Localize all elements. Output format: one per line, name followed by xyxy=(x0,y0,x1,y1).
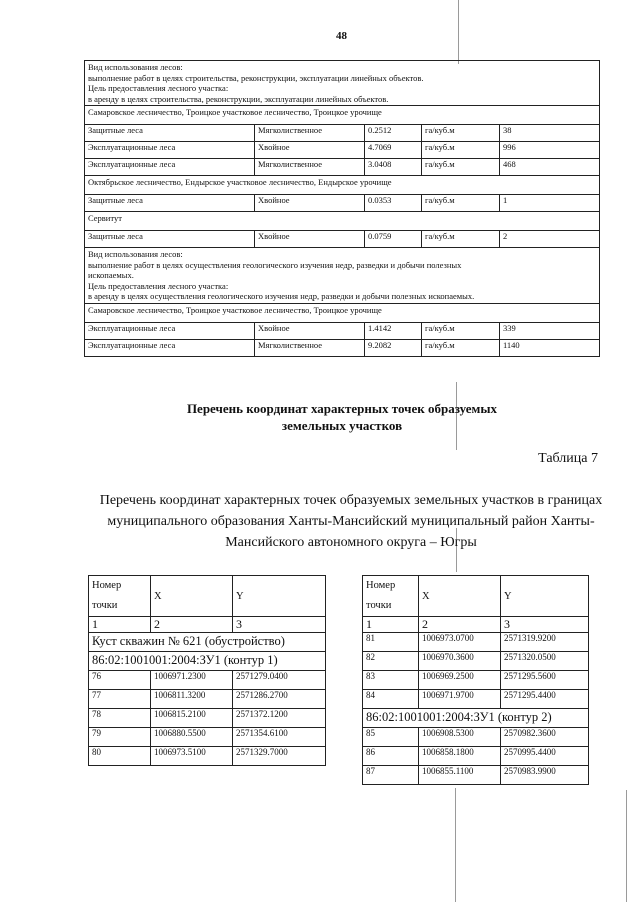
table-cell: 80 xyxy=(89,747,151,766)
table-cell: 2 xyxy=(500,231,600,248)
table-cell: 81 xyxy=(363,633,419,652)
table-cell: Мягколиственное xyxy=(255,339,365,356)
column-number: 3 xyxy=(501,617,589,633)
text-line: в аренду в целях осуществления геологического изучения недр, разведки и добычи полезных ископаемых. xyxy=(88,291,475,301)
table-row xyxy=(363,766,589,785)
group-row xyxy=(89,652,326,671)
table-cell: 2570982.3600 xyxy=(501,728,589,747)
table-cell: 1006815.2100 xyxy=(151,709,233,728)
table-row xyxy=(85,176,600,195)
table-cell: 1006973.0700 xyxy=(419,633,501,652)
y-header: Y xyxy=(501,576,589,617)
table-cell: 1006971.9700 xyxy=(419,690,501,709)
table-row xyxy=(85,248,600,304)
table-row xyxy=(363,671,589,690)
table-cell: Хвойное xyxy=(255,231,365,248)
table-cell: Эксплуатационные леса xyxy=(85,142,255,159)
table-row xyxy=(85,61,600,106)
table-row xyxy=(85,159,600,176)
section-title-line: Перечень координат характерных точек образуемых xyxy=(186,401,498,416)
group-label: Куст скважин № 621 (обустройство) xyxy=(89,633,326,652)
table-cell: 2571286.2700 xyxy=(233,690,326,709)
table-cell: 1006973.5100 xyxy=(151,747,233,766)
text-cell xyxy=(85,212,600,231)
table-cell: Мягколиственное xyxy=(255,125,365,142)
table-cell: га/куб.м xyxy=(422,159,500,176)
table-cell: 1006908.5300 xyxy=(419,728,501,747)
text-cell xyxy=(85,248,600,304)
table-cell: 0.0353 xyxy=(365,195,422,212)
table-row xyxy=(85,125,600,142)
table-cell: 86 xyxy=(363,747,419,766)
column-number: 1 xyxy=(363,617,419,633)
table-cell: 87 xyxy=(363,766,419,785)
header-label: точки xyxy=(92,600,118,611)
scan-artifact-line xyxy=(455,788,456,902)
table-cell: га/куб.м xyxy=(422,339,500,356)
column-number: 3 xyxy=(233,617,326,633)
table-cell: 82 xyxy=(363,652,419,671)
table-row xyxy=(363,652,589,671)
table-row xyxy=(363,747,589,766)
group-label: 86:02:1001001:2004:ЗУ1 (контур 1) xyxy=(89,652,326,671)
table-row xyxy=(363,633,589,652)
table-cell: 2570983.9900 xyxy=(501,766,589,785)
table-cell: 84 xyxy=(363,690,419,709)
table-cell: 85 xyxy=(363,728,419,747)
table-cell: 79 xyxy=(89,728,151,747)
text-line: Цель предоставления лесного участка: xyxy=(88,83,229,93)
text-line: Вид использования лесов: xyxy=(88,249,183,259)
table-cell: га/куб.м xyxy=(422,231,500,248)
table-cell: 9.2082 xyxy=(365,339,422,356)
page-number: 48 xyxy=(336,30,347,42)
table-cell: 1 xyxy=(500,195,600,212)
table-row xyxy=(85,339,600,356)
table-cell: Защитные леса xyxy=(85,195,255,212)
table-cell: 1006969.2500 xyxy=(419,671,501,690)
text-line: Вид использования лесов: xyxy=(88,62,183,72)
table-cell: 4.7069 xyxy=(365,142,422,159)
table-cell: 0.0759 xyxy=(365,231,422,248)
text-line: в аренду в целях строительства, реконструкции, эксплуатации линейных объектов. xyxy=(88,93,389,104)
table-number: Таблица 7 xyxy=(538,451,598,466)
table-cell: 1006858.1800 xyxy=(419,747,501,766)
table-cell: Защитные леса xyxy=(85,125,255,142)
column-number: 1 xyxy=(89,617,151,633)
header-label: точки xyxy=(366,600,392,611)
table-cell: 1006971.2300 xyxy=(151,671,233,690)
table-cell: 339 xyxy=(500,322,600,339)
table-row xyxy=(89,747,326,766)
text-cell xyxy=(85,303,600,322)
table-cell: Мягколиственное xyxy=(255,159,365,176)
column-number-row xyxy=(89,617,326,633)
table-cell: 76 xyxy=(89,671,151,690)
table-cell: 468 xyxy=(500,159,600,176)
table-cell: 2570995.4400 xyxy=(501,747,589,766)
table-row xyxy=(85,142,600,159)
coordinates-table-right xyxy=(362,575,589,785)
text-line: ископаемых. xyxy=(88,270,134,280)
table-cell: га/куб.м xyxy=(422,142,500,159)
table-row xyxy=(85,322,600,339)
text-line: Цель предоставления лесного участка: xyxy=(88,280,229,291)
header-label: Номер xyxy=(366,580,396,591)
table-row xyxy=(85,195,600,212)
group-label: 86:02:1001001:2004:ЗУ1 (контур 2) xyxy=(363,709,589,728)
text-line: выполнение работ в целях осуществления геологического изучения недр, разведки и добычи полезных xyxy=(88,259,462,270)
text-cell xyxy=(85,106,600,125)
x-header: X xyxy=(419,576,501,617)
group-row xyxy=(89,633,326,652)
table-cell: 2571295.5600 xyxy=(501,671,589,690)
table-cell: 2571320.0500 xyxy=(501,652,589,671)
table-cell: Хвойное xyxy=(255,195,365,212)
section-title-line: земельных участков xyxy=(281,418,403,433)
table-cell: Эксплуатационные леса xyxy=(85,159,255,176)
table-row xyxy=(363,728,589,747)
column-number: 2 xyxy=(419,617,501,633)
text-line: Сервитут xyxy=(88,213,122,223)
table-cell: 1140 xyxy=(500,339,600,356)
group-row xyxy=(363,709,589,728)
table-cell: 2571295.4400 xyxy=(501,690,589,709)
table-cell: 1006880.5500 xyxy=(151,728,233,747)
table-cell: Эксплуатационные леса xyxy=(85,339,255,356)
scan-artifact-line xyxy=(626,790,627,902)
table-row xyxy=(89,728,326,747)
text-line: Самаровское лесничество, Троицкое участковое лесничество, Троицкое урочище xyxy=(88,107,382,117)
y-header: Y xyxy=(233,576,326,617)
table-cell: 2571372.1200 xyxy=(233,709,326,728)
table-row xyxy=(85,303,600,322)
table-cell: 1006970.3600 xyxy=(419,652,501,671)
table-cell: 78 xyxy=(89,709,151,728)
text-line: Октябрьское лесничество, Ендырское участковое лесничество, Ендырское урочище xyxy=(88,177,392,187)
section-title xyxy=(84,400,600,434)
x-header: X xyxy=(151,576,233,617)
table-row xyxy=(85,231,600,248)
table-cell: га/куб.м xyxy=(422,125,500,142)
table-cell: га/куб.м xyxy=(422,195,500,212)
table-cell: Защитные леса xyxy=(85,231,255,248)
header-label: Номер xyxy=(92,580,122,591)
table-row xyxy=(89,671,326,690)
table-cell: 2571329.7000 xyxy=(233,747,326,766)
table-cell: 38 xyxy=(500,125,600,142)
table-row xyxy=(89,709,326,728)
table-cell: 2571279.0400 xyxy=(233,671,326,690)
text-line: выполнение работ в целях строительства, реконструкции, эксплуатации линейных объектов. xyxy=(88,72,424,83)
table-cell: Хвойное xyxy=(255,322,365,339)
coordinates-table-left xyxy=(88,575,326,766)
table-caption: Перечень координат характерных точек образуемых земельных участков в границах муниципального образования Ханты-Мансийский муниципальный район Ханты-Мансийского автономного округа – Югры xyxy=(99,493,603,550)
table-cell: 996 xyxy=(500,142,600,159)
column-number-row xyxy=(363,617,589,633)
table-cell: га/куб.м xyxy=(422,322,500,339)
table-cell: Хвойное xyxy=(255,142,365,159)
table-row xyxy=(89,690,326,709)
header-row xyxy=(89,576,326,617)
table-cell: 77 xyxy=(89,690,151,709)
table-cell: 83 xyxy=(363,671,419,690)
text-cell xyxy=(85,176,600,195)
header-row xyxy=(363,576,589,617)
table-cell: 2571319.9200 xyxy=(501,633,589,652)
column-number: 2 xyxy=(151,617,233,633)
table-row xyxy=(363,690,589,709)
table-cell: 3.0408 xyxy=(365,159,422,176)
table-row xyxy=(85,212,600,231)
table-cell: 1.4142 xyxy=(365,322,422,339)
forest-use-table xyxy=(84,60,600,357)
table-row xyxy=(85,106,600,125)
scan-artifact-line xyxy=(458,0,459,64)
point-number-header xyxy=(363,576,419,617)
text-cell xyxy=(85,61,600,106)
table-cell: 1006855.1100 xyxy=(419,766,501,785)
table-cell: Эксплуатационные леса xyxy=(85,322,255,339)
text-line: Самаровское лесничество, Троицкое участковое лесничество, Троицкое урочище xyxy=(88,304,382,315)
table-cell: 1006811.3200 xyxy=(151,690,233,709)
point-number-header xyxy=(89,576,151,617)
table-cell: 2571354.6100 xyxy=(233,728,326,747)
table-cell: 0.2512 xyxy=(365,125,422,142)
